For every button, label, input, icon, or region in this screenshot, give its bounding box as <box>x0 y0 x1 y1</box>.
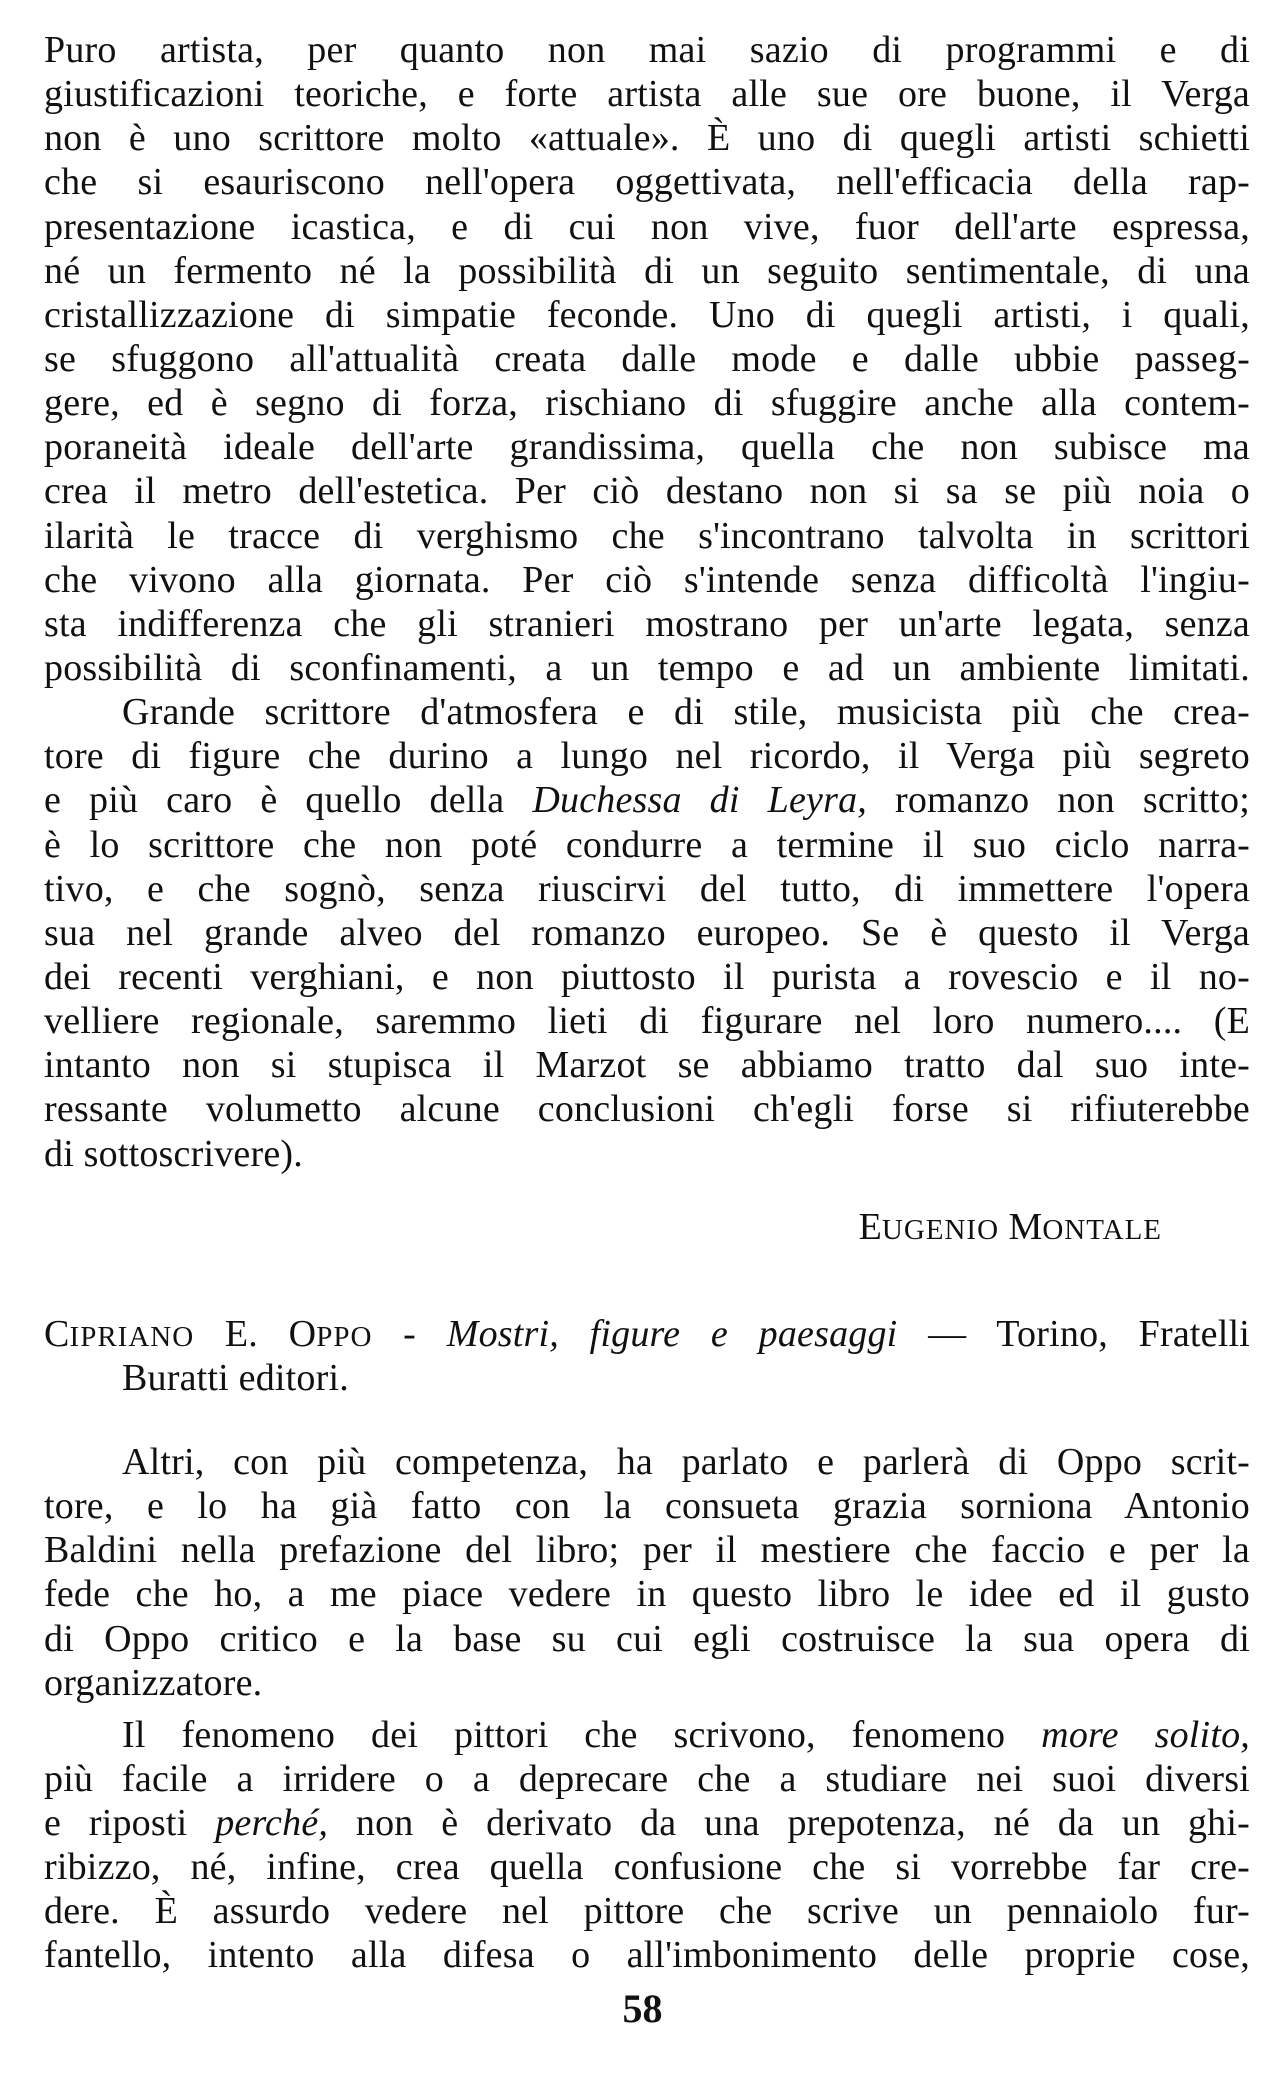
text-line: poraneità ideale dell'arte grandissima, quella che non subisce ma <box>44 426 1250 469</box>
author-text: IPRIANO <box>69 1320 195 1353</box>
page-content <box>44 28 1250 1978</box>
text-line: non è uno scrittore molto «attuale». È uno di quegli artisti schietti <box>44 117 1250 160</box>
text-line: tore, e lo ha già fatto con la consueta grazia sorniona Antonio <box>44 1485 1250 1528</box>
text-line: giustificazioni teoriche, e forte artista alle sue ore buone, il Verga <box>44 73 1250 116</box>
text-line: sta indifferenza che gli stranieri mostrano per un'arte legata, senza <box>44 602 1250 645</box>
author-middle: E. <box>194 1312 289 1355</box>
review-heading-line: Buratti editori. <box>122 1356 349 1399</box>
text-span: e più caro è quello della <box>44 779 533 822</box>
italic-phrase: more solito, <box>1041 1713 1250 1756</box>
text-line <box>44 1713 1250 1757</box>
text-span: non è derivato da una prepotenza, né da un ghi- <box>328 1802 1250 1845</box>
signature-letter: M <box>1008 1205 1043 1248</box>
text-line: cristallizzazione di simpatie feconde. Uno di quegli artisti, i quali, <box>44 293 1250 336</box>
text-line: intanto non si stupisca il Marzot se abbiamo tratto dal suo inte- <box>44 1044 1250 1087</box>
article-one-paragraph-2 <box>44 690 1250 1176</box>
author-text: PPO <box>316 1320 373 1353</box>
text-line: Puro artista, per quanto non mai sazio di programmi e di <box>44 29 1250 71</box>
text-line: crea il metro dell'estetica. Per ciò destano non si sa se più noia o <box>44 470 1250 513</box>
publisher: — Torino, Fratelli <box>897 1312 1250 1355</box>
text-line: gere, ed è segno di forza, rischiano di sfuggire anche alla contem- <box>44 382 1250 425</box>
text-span: e riposti <box>44 1802 216 1845</box>
text-line: più facile a irridere o a deprecare che a studiare nei suoi diversi <box>44 1757 1250 1800</box>
article-two-paragraph-1 <box>44 1440 1250 1705</box>
book-title: Duchessa di Leyra, <box>532 779 867 822</box>
author-letter: C <box>44 1312 70 1355</box>
article-one-paragraph-1 <box>44 28 1250 690</box>
article-two-paragraph-2 <box>44 1713 1250 1978</box>
text-span: Il fenomeno dei pittori che scrivono, fenomeno <box>122 1713 1042 1756</box>
italic-phrase: perché, <box>215 1802 329 1845</box>
text-line <box>44 778 1250 822</box>
text-line: ressante volumetto alcune conclusioni ch'egli forse si rifiuterebbe <box>44 1088 1250 1131</box>
author-signature <box>44 1204 1250 1250</box>
signature-text: ONTALE <box>1042 1213 1162 1246</box>
text-line: di sottoscrivere). <box>44 1132 303 1175</box>
text-span: romanzo non scritto; <box>866 779 1250 822</box>
page-number: 58 <box>622 1986 663 2031</box>
text-line: fede che ho, a me piace vedere in questo libro le idee ed il gusto <box>44 1573 1250 1616</box>
text-line: organizzatore. <box>44 1661 263 1704</box>
review-heading-line <box>44 1312 1250 1356</box>
text-line: velliere regionale, saremmo lieti di figurare nel loro numero.... (E <box>44 1000 1250 1043</box>
signature-text: UGENIO <box>881 1213 1000 1246</box>
text-line <box>44 1801 1250 1845</box>
text-line: dei recenti verghiani, e non piuttosto il purista a rovescio e il no- <box>44 955 1250 998</box>
text-line: fantello, intento alla difesa o all'imbonimento delle proprie cose, <box>44 1934 1250 1977</box>
text-line: è lo scrittore che non poté condurre a termine il suo ciclo narra- <box>44 823 1250 866</box>
text-line: di Oppo critico e la base su cui egli costruisce la sua opera di <box>44 1617 1250 1660</box>
text-line: sua nel grande alveo del romanzo europeo. Se è questo il Verga <box>44 911 1250 954</box>
author-letter: O <box>288 1312 317 1355</box>
text-line: tivo, e che sognò, senza riuscirvi del tutto, di immettere l'opera <box>44 867 1250 910</box>
text-line: Altri, con più competenza, ha parlato e parlerà di Oppo scrit- <box>122 1440 1250 1483</box>
text-line: Baldini nella prefazione del libro; per il mestiere che faccio e per la <box>44 1529 1250 1572</box>
text-line: possibilità di sconfinamenti, a un tempo e ad un ambiente limitati. <box>44 646 1250 689</box>
section-gap <box>44 1400 1250 1440</box>
text-line: Grande scrittore d'atmosfera e di stile, musicista più che crea- <box>122 691 1250 734</box>
text-line: se sfuggono all'attualità creata dalle mode e dalle ubbie passeg- <box>44 337 1250 380</box>
text-line: ilarità le tracce di verghismo che s'incontrano talvolta in scrittori <box>44 514 1250 557</box>
text-line: che si esauriscono nell'opera oggettivata, nell'efficacia della rap- <box>44 161 1250 204</box>
book-title: Mostri, figure e paesaggi <box>446 1312 898 1355</box>
text-line: dere. È assurdo vedere nel pittore che scrive un pennaiolo fur- <box>44 1890 1250 1933</box>
text-line: presentazione icastica, e di cui non vive, fuor dell'arte espressa, <box>44 205 1250 248</box>
text-line: ribizzo, né, infine, crea quella confusione che si vorrebbe far cre- <box>44 1846 1250 1889</box>
signature-letter: E <box>858 1205 882 1248</box>
text-line: né un fermento né la possibilità di un seguito sentimentale, di una <box>44 249 1250 292</box>
text-line: che vivono alla giornata. Per ciò s'intende senza difficoltà l'ingiu- <box>44 558 1250 601</box>
text-line: tore di figure che durino a lungo nel ricordo, il Verga più segreto <box>44 735 1250 778</box>
review-heading <box>44 1312 1250 1400</box>
heading-separator: - <box>372 1312 447 1355</box>
